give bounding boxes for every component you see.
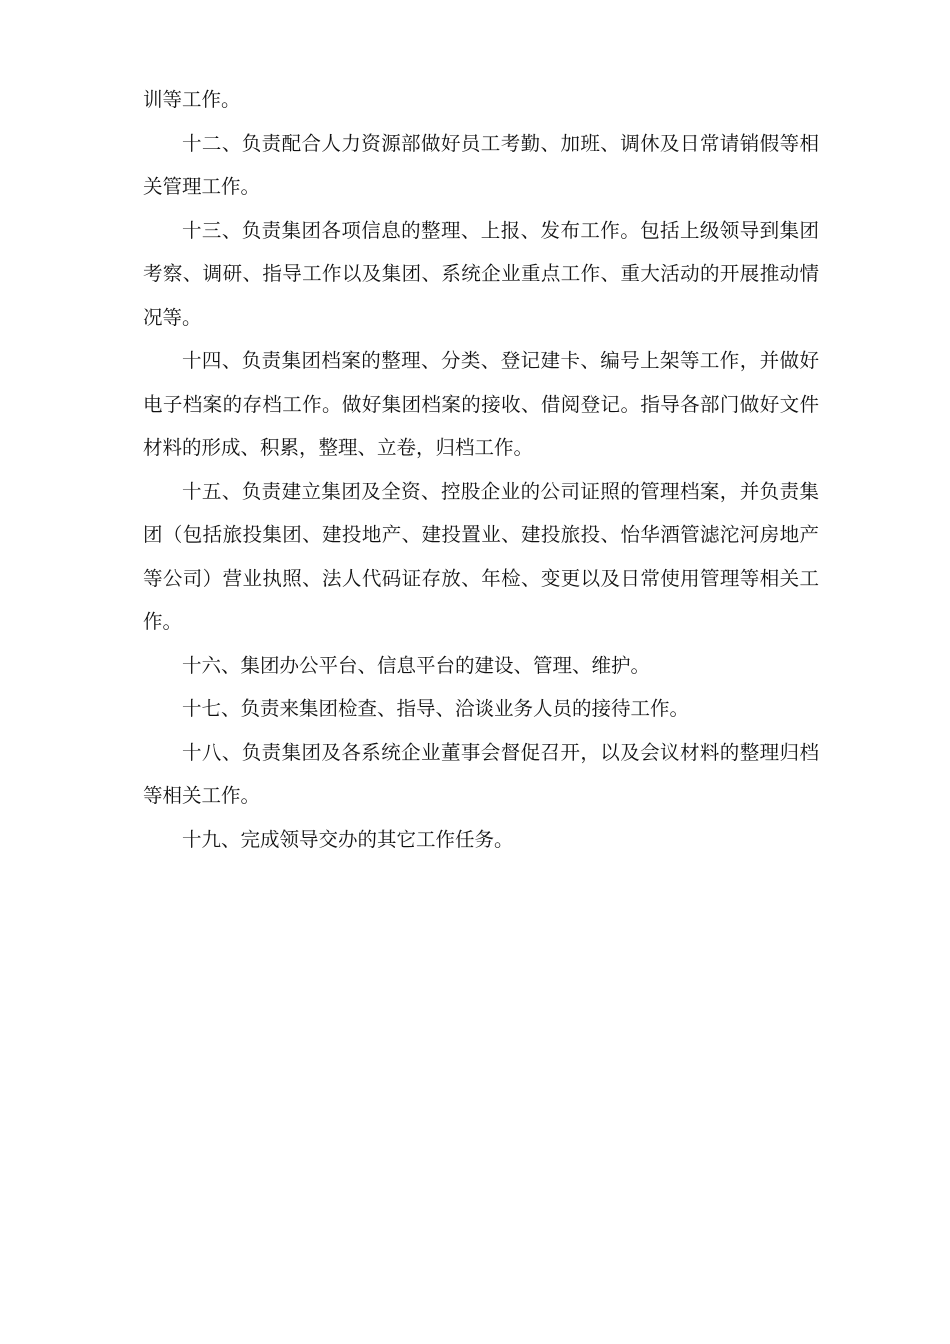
paragraph-item-12: 十二、负责配合人力资源部做好员工考勤、加班、调休及日常请销假等相关管理工作。 (143, 131, 819, 198)
paragraph-item-18: 十八、负责集团及各系统企业董事会督促召开，以及会议材料的整理归档等相关工作。 (143, 740, 819, 807)
paragraph-continuation: 训等工作。 (143, 88, 241, 111)
paragraph-item-17: 十七、负责来集团检查、指导、洽谈业务人员的接待工作。 (182, 697, 690, 720)
paragraph-item-16: 十六、集团办公平台、信息平台的建设、管理、维护。 (182, 653, 651, 677)
paragraph-item-13: 十三、负责集团各项信息的整理、上报、发布工作。包括上级领导到集团考察、调研、指导工作以及集团、系统企业重点工作、重大活动的开展推动情况等。 (143, 218, 819, 329)
document-body (143, 78, 819, 861)
paragraph-item-15: 十五、负责建立集团及全资、控股企业的公司证照的管理档案，并负责集团（包括旅投集团、建投地产、建投置业、建投旅投、怡华酒管滤沱河房地产等公司）营业执照、法人代码证存放、年检、变更以及日常使用管理等相关工作。 (143, 479, 819, 633)
paragraph-item-14: 十四、负责集团档案的整理、分类、登记建卡、编号上架等工作，并做好电子档案的存档工作。做好集团档案的接收、借阅登记。指导各部门做好文件材料的形成、积累，整理、立卷，归档工作。 (143, 349, 819, 459)
paragraph-item-19: 十九、完成领导交办的其它工作任务。 (182, 827, 514, 851)
